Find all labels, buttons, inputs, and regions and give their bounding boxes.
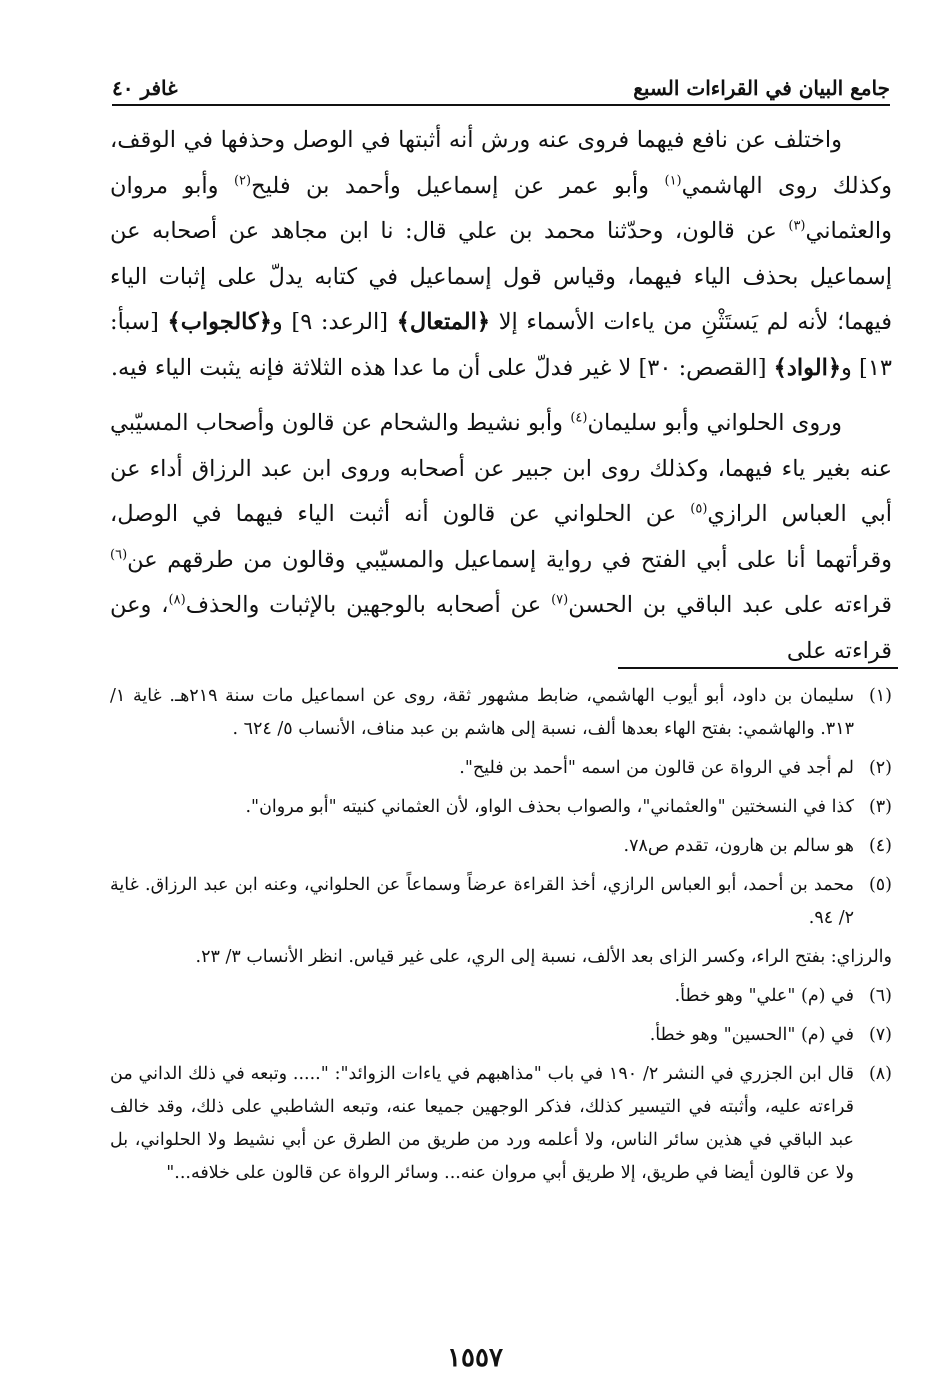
page-number: ١٥٥٧ <box>447 1343 503 1373</box>
footnote-text: قال ابن الجزري في النشر ٢/ ١٩٠ في باب "مذاهبهم في ياءات الزوائد": "..... وتبعه في ذلك الداني من قراءته عليه، وأثبته في التيسير كذلك، فذكر الوجهين جميعا عنه، وتبعه الشاطبي على ذلك، وقد خالف عبد الباقي في هذين سائر الناس، ولا أعلمه ورد من طريق من الطرق عن أبي نشيط ولا الحلواني، بل ولا عن قالون أيضا في طريق، إلا طريق أبي مروان عنه... وسائر الرواة عن قالون على خلافه..." <box>110 1064 854 1183</box>
footnote-5-continuation <box>110 941 892 974</box>
footnote-8 <box>110 1058 892 1190</box>
main-text <box>110 118 892 684</box>
text-run: وأبو عمر عن إسماعيل وأحمد بن فليح <box>251 172 665 199</box>
footnote-ref-4: (٤) <box>570 410 588 426</box>
footnote-number: (٢) <box>868 758 892 778</box>
footnote-number: (٣) <box>868 797 892 817</box>
text-run: [سبأ: ١٣] و <box>110 309 892 381</box>
text-run: وروى الحلواني وأبو سليمان <box>587 410 842 436</box>
footnote-2 <box>110 752 892 785</box>
text-run: وأبو نشيط والشحام عن قالون وأصحاب المسيّبي عنه بغير ياء فيهما، وكذلك روى ابن جبير عن أصحابه وروى ابن عبد الرزاق أداء عن أبي العباس الرازي <box>110 410 892 527</box>
footnote-text: والرزاي: بفتح الراء، وكسر الزاى بعد الألف، نسبة إلى الري، على غير قياس. انظر الأنساب ٣/ ٢٣. <box>195 947 892 967</box>
paragraph-1 <box>110 118 892 391</box>
footnote-number: (٦) <box>868 986 892 1006</box>
footnote-ref-5: (٥) <box>690 501 708 517</box>
text-run: [القصص: ٣٠] لا غير فدلّ على أن ما عدا هذه الثلاثة فإنه يثبت الياء فيه. <box>110 354 774 381</box>
running-header <box>112 64 890 100</box>
footnote-text: سليمان بن داود، أبو أيوب الهاشمي، ضابط مشهور ثقة، روى عن اسماعيل مات سنة ٢١٩هـ. غاية ١/ ٣١٣. والهاشمي: بفتح الهاء بعدها ألف، نسبة إلى هاشم بن عبد مناف، الأنساب ٥/ ٦٢٤ . <box>110 686 854 739</box>
footnote-ref-6: (٦) <box>110 547 128 562</box>
text-run: قراءته على عبد الباقي بن الحسن <box>568 592 892 618</box>
text-run: [الرعد: ٩] و <box>271 309 397 335</box>
footnote-number: (٨) <box>868 1064 892 1084</box>
footnote-ref-7: (٧) <box>551 592 569 608</box>
text-run: ، وعن قراءته على <box>110 592 892 664</box>
text-run: عن الحلواني عن قالون أنه أثبت الياء فيهما في الوصل، وقرأتهما أنا على أبي الفتح في رواية إسماعيل والمسيّبي وقالون من طرقهم عن <box>110 501 892 573</box>
footnote-text: في (م) "علي" وهو خطأ. <box>674 986 854 1006</box>
footnote-ref-1: (١) <box>664 173 682 188</box>
text-run: عن قالون، وحدّثنا محمد بن علي قال: نا ابن مجاهد عن أصحابه عن إسماعيل بحذف الياء فيهما، وقياس قول إسماعيل في كتابه يدلّ على إثبات الياء فيهما؛ لأنه لم يَستَثْنِ من ياءات الأسماء إلا <box>110 218 892 335</box>
footnotes <box>110 680 892 1196</box>
book-title: جامع البيان في القراءات السبع <box>633 76 890 100</box>
footnote-number: (٧) <box>868 1025 892 1045</box>
header-divider <box>112 104 890 106</box>
footnote-text: محمد بن أحمد، أبو العباس الرازي، أخذ القراءة عرضاً وسماعاً عن الحلواني، وعنه ابن عبد الرزاق. غاية ٢/ ٩٤. <box>110 875 854 928</box>
text-run: واختلف عن نافع فيهما فروى عنه ورش أنه أثبتها في الوصل وحذفها في الوقف، وكذلك روى الهاشمي <box>110 127 892 199</box>
footnote-ref-2: (٢) <box>233 173 252 188</box>
footnote-number: (١) <box>868 686 892 706</box>
quran-word: ﴿الواد﴾ <box>773 354 842 381</box>
footnote-text: هو سالم بن هارون، تقدم ص٧٨. <box>623 836 854 856</box>
paragraph-2 <box>110 401 892 674</box>
text-run: عن أصحابه بالوجهين بالإثبات والحذف <box>185 592 552 618</box>
footnote-text: لم أجد في الرواة عن قالون من اسمه "أحمد بن فليح". <box>459 758 854 778</box>
footnote-5 <box>110 869 892 935</box>
quran-word: ﴿المتعال﴾ <box>396 309 491 335</box>
footnote-4 <box>110 830 892 863</box>
footnote-ref-3: (٣) <box>788 218 806 234</box>
footnote-text: كذا في النسختين "والعثماني"، والصواب بحذف الواو، لأن العثماني كنيته "أبو مروان". <box>245 797 854 817</box>
footnote-divider <box>618 667 898 669</box>
text-run: وأبو مروان والعثماني <box>110 172 892 244</box>
footnote-3 <box>110 791 892 824</box>
footnote-6 <box>110 980 892 1013</box>
footnote-ref-8: (٨) <box>168 592 186 608</box>
footnote-number: (٥) <box>868 875 892 895</box>
footnote-1 <box>110 680 892 746</box>
footnote-7 <box>110 1019 892 1052</box>
quran-word: ﴿كالجواب﴾ <box>167 309 272 335</box>
footnote-text: في (م) "الحسين" وهو خطأ. <box>649 1025 854 1045</box>
footnote-number: (٤) <box>868 836 892 856</box>
surah-label: غافر ٤٠ <box>112 76 178 100</box>
